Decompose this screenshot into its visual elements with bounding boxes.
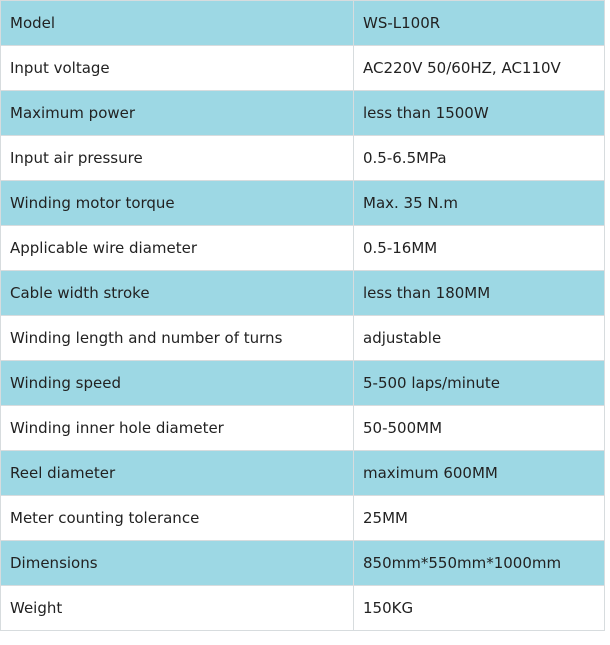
spec-label: Applicable wire diameter [1, 226, 354, 271]
spec-value: 5-500 laps/minute [354, 361, 605, 406]
table-row [1, 541, 605, 586]
spec-value: Max. 35 N.m [354, 181, 605, 226]
table-row [1, 1, 605, 46]
spec-value: maximum 600MM [354, 451, 605, 496]
spec-value: WS-L100R [354, 1, 605, 46]
spec-value: adjustable [354, 316, 605, 361]
spec-label: Dimensions [1, 541, 354, 586]
spec-table-body [1, 1, 605, 631]
spec-label: Reel diameter [1, 451, 354, 496]
spec-label: Input air pressure [1, 136, 354, 181]
table-row [1, 271, 605, 316]
spec-label: Cable width stroke [1, 271, 354, 316]
spec-value: 850mm*550mm*1000mm [354, 541, 605, 586]
spec-label: Maximum power [1, 91, 354, 136]
table-row [1, 316, 605, 361]
table-row [1, 181, 605, 226]
spec-label: Winding motor torque [1, 181, 354, 226]
spec-label: Model [1, 1, 354, 46]
spec-value: less than 180MM [354, 271, 605, 316]
table-row [1, 451, 605, 496]
spec-value: 0.5-16MM [354, 226, 605, 271]
table-row [1, 226, 605, 271]
spec-label: Winding length and number of turns [1, 316, 354, 361]
table-row [1, 586, 605, 631]
table-row [1, 91, 605, 136]
spec-value: 150KG [354, 586, 605, 631]
spec-label: Winding speed [1, 361, 354, 406]
spec-value: 25MM [354, 496, 605, 541]
spec-label: Weight [1, 586, 354, 631]
spec-label: Winding inner hole diameter [1, 406, 354, 451]
table-row [1, 136, 605, 181]
spec-label: Meter counting tolerance [1, 496, 354, 541]
spec-label: Input voltage [1, 46, 354, 91]
table-row [1, 361, 605, 406]
table-row [1, 406, 605, 451]
spec-value: less than 1500W [354, 91, 605, 136]
table-row [1, 496, 605, 541]
table-row [1, 46, 605, 91]
spec-value: AC220V 50/60HZ, AC110V [354, 46, 605, 91]
spec-value: 0.5-6.5MPa [354, 136, 605, 181]
spec-value: 50-500MM [354, 406, 605, 451]
